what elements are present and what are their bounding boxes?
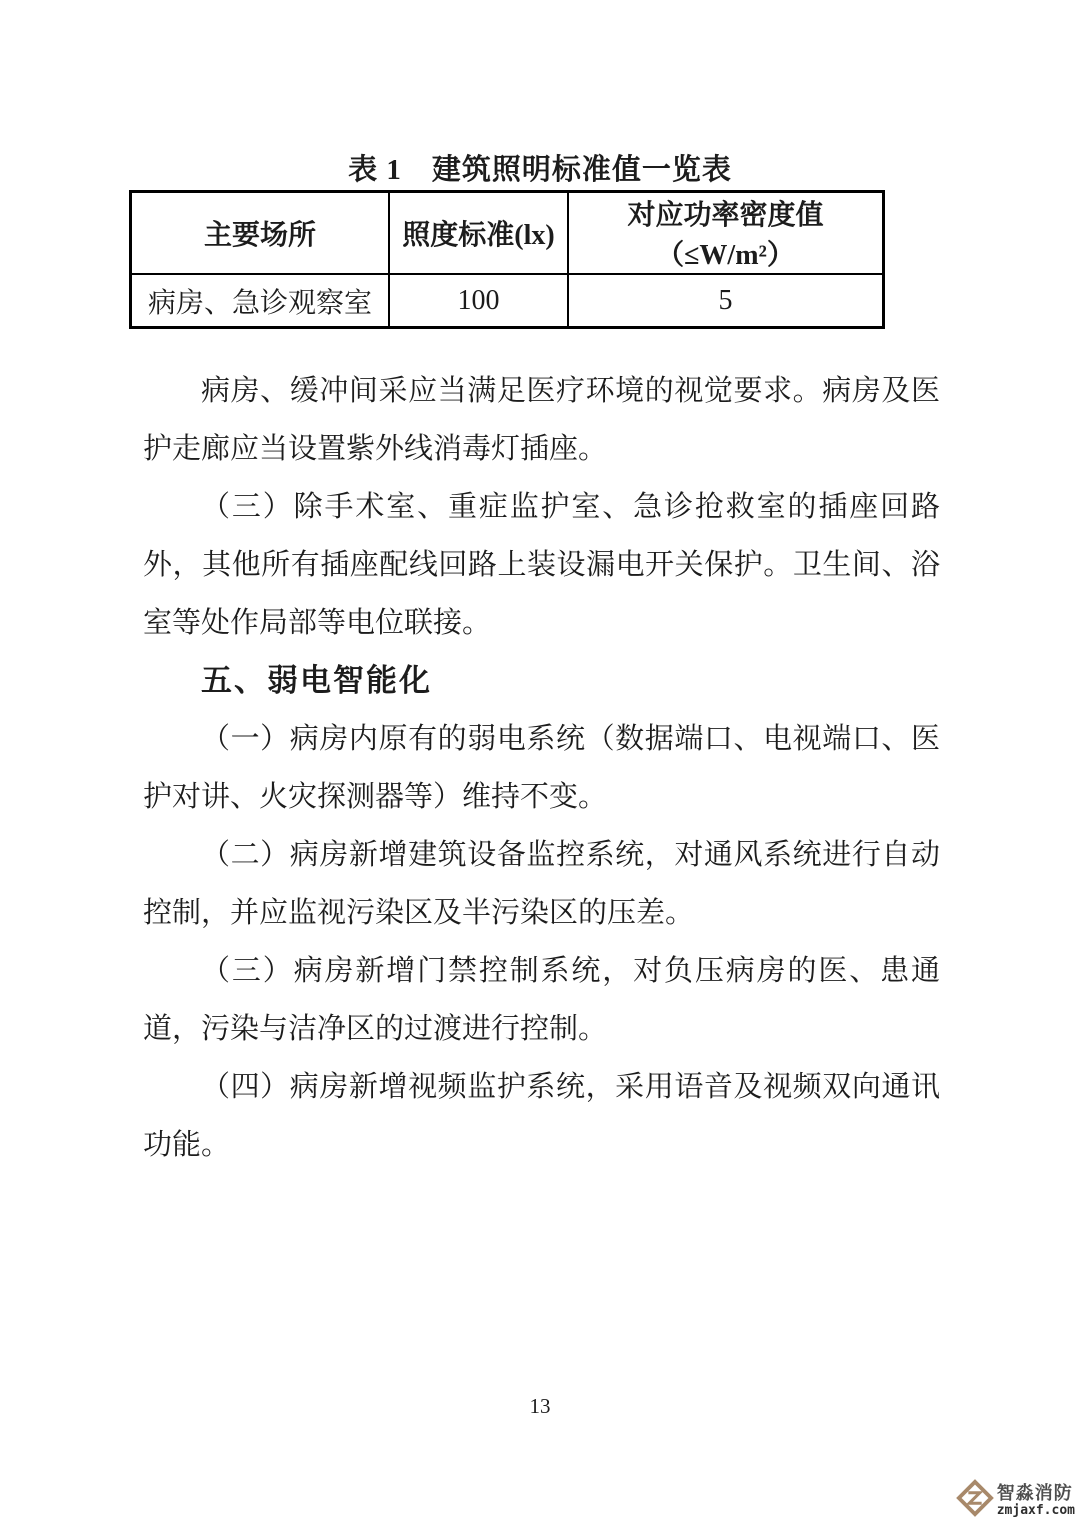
header-cell-place: 主要场所 bbox=[131, 192, 390, 275]
paragraph-video-monitoring: （四）病房新增视频监护系统，采用语音及视频双向通讯功能。 bbox=[143, 1071, 940, 1161]
watermark-website: zmjaxf.com bbox=[996, 1503, 1075, 1518]
table-header-row bbox=[131, 192, 884, 275]
cell-lux-value: 100 bbox=[389, 274, 568, 328]
section-heading-weak-current: 五、弱电智能化 bbox=[201, 663, 432, 698]
watermark-logo bbox=[956, 1479, 1075, 1522]
header-cell-power-density: 对应功率密度值（≤W/m²） bbox=[568, 192, 884, 275]
watermark-text bbox=[997, 1484, 1075, 1517]
paragraph-existing-systems: （一）病房内原有的弱电系统（数据端口、电视端口、医护对讲、火灾探测器等）维持不变。 bbox=[143, 723, 940, 813]
page-number: 13 bbox=[529, 1394, 551, 1418]
paragraph-socket-protection: （三）除手术室、重症监护室、急诊抢救室的插座回路外，其他所有插座配线回路上装设漏电开关保护。卫生间、浴室等处作局部等电位联接。 bbox=[143, 491, 940, 639]
cell-place: 病房、急诊观察室 bbox=[131, 274, 390, 328]
header-cell-lux-standard: 照度标准(lx) bbox=[389, 192, 568, 275]
paragraph-lighting-requirement: 病房、缓冲间采应当满足医疗环境的视觉要求。病房及医护走廊应当设置紫外线消毒灯插座。 bbox=[143, 375, 940, 465]
diamond-z-logo-icon bbox=[956, 1479, 994, 1522]
body-text bbox=[143, 362, 940, 1174]
paragraph-building-monitoring: （二）病房新增建筑设备监控系统，对通风系统进行自动控制，并应监视污染区及半污染区的压差。 bbox=[143, 839, 940, 929]
watermark-brand-name: 智淼消防 bbox=[996, 1483, 1073, 1503]
paragraph-access-control: （三）病房新增门禁控制系统，对负压病房的医、患通道，污染与洁净区的过渡进行控制。 bbox=[143, 955, 940, 1045]
table-row bbox=[131, 274, 884, 328]
table-caption: 表 1 建筑照明标准值一览表 bbox=[348, 154, 732, 186]
cell-power-value: 5 bbox=[568, 274, 884, 328]
lighting-standards-table bbox=[129, 190, 885, 329]
